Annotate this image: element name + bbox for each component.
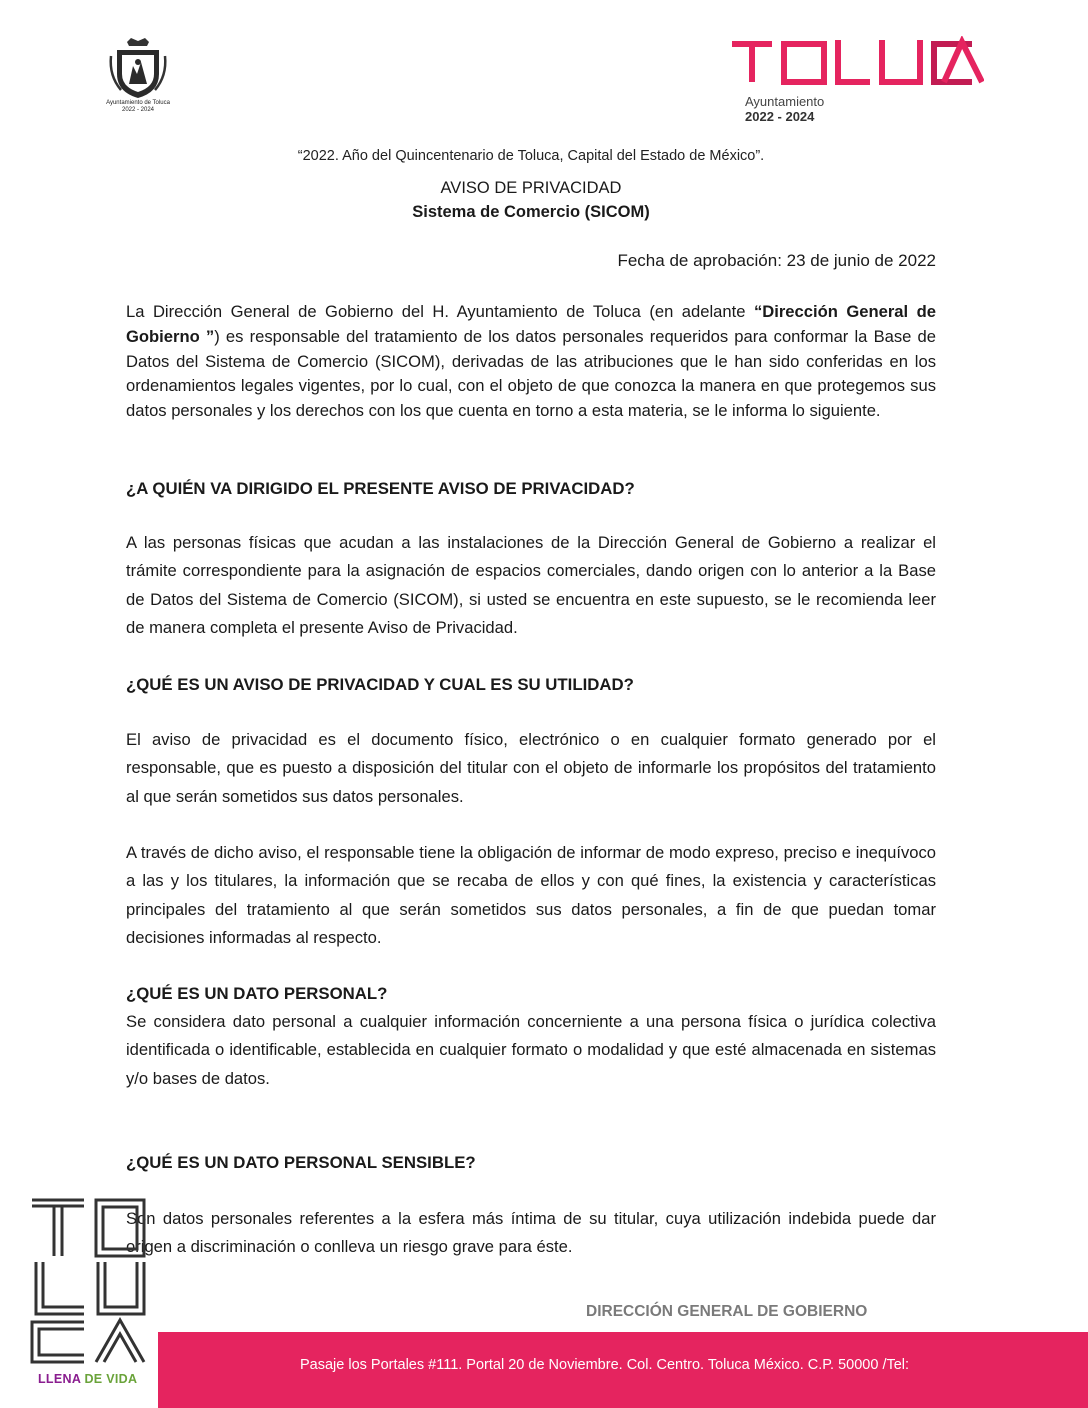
section-paragraph-privacy-notice-2: A través de dicho aviso, el responsable tiene la obligación de informar de modo expreso, preciso e inequívoco a las y los titulares, la información que se recaba de ellos y con qué fines, la existencia y características principales del tratamiento al que serán sometidos sus datos personales, a fin de que puedan tomar decisiones informadas al respecto. [126, 843, 936, 947]
toluca-vertical-logo-icon [28, 1194, 158, 1364]
section-heading-sensitive-data: ¿QUÉ ES UN DATO PERSONAL SENSIBLE? [126, 1153, 476, 1172]
toluca-logo [730, 36, 990, 128]
toluca-wordmark-logo [730, 36, 984, 86]
municipal-seal-icon [107, 36, 169, 100]
section-paragraph-sensitive-data: Son datos personales referentes a la esfera más íntima de su titular, cuya utilización indebida puede dar origen a discriminación o conlleva un riesgo grave para éste. [126, 1209, 936, 1257]
footer-department: DIRECCIÓN GENERAL DE GOBIERNO [586, 1303, 868, 1320]
section-paragraph-personal-data: Se considera dato personal a cualquier información concerniente a una persona física o jurídica colectiva identificada o identificable, establecida en cualquier formato o modalidad y que esté almacenada en sistemas y/o bases de datos. [126, 1012, 936, 1088]
section-paragraph-privacy-notice-1: El aviso de privacidad es el documento físico, electrónico o en cualquier formato generado por el responsable, que es puesto a disposición del titular con el objeto de informarle los propósitos del tratamiento al que serán sometidos sus datos personales. [126, 730, 936, 806]
toluca-vertical-logo [28, 1194, 158, 1364]
tagline-part-1: LLENA [38, 1372, 81, 1386]
tagline [38, 1372, 137, 1386]
footer-address: Pasaje los Portales #111. Portal 20 de Noviembre. Col. Centro. Toluca México. C.P. 50000 /Tel: [300, 1357, 910, 1373]
document-subtitle: Sistema de Comercio (SICOM) [412, 203, 650, 221]
intro-text-2: ) es responsable del tratamiento de los datos personales requeridos para conformar la Base de Datos del Sistema de Comercio (SICOM), derivadas de las atribuciones que le han sido conferidas en los ordenamientos legales vigentes, por lo cual, con el objeto de que conozca la manera en que protegemos sus datos personales y los derechos con los que cuenta en torno a esta materia, se le informa lo siguiente. [126, 326, 937, 421]
section-heading-privacy-notice: ¿QUÉ ES UN AVISO DE PRIVACIDAD Y CUAL ES SU UTILIDAD? [126, 675, 634, 694]
approval-date: Fecha de aprobación: 23 de junio de 2022 [617, 251, 936, 270]
slogan: “2022. Año del Quincentenario de Toluca, Capital del Estado de México”. [297, 148, 765, 164]
section-heading-audience: ¿A QUIÉN VA DIRIGIDO EL PRESENTE AVISO DE PRIVACIDAD? [126, 479, 635, 498]
logo-subtitle: Ayuntamiento [745, 94, 825, 109]
section-paragraph-audience: A las personas físicas que acudan a las instalaciones de la Dirección General de Gobierno a realizar el trámite correspondiente para la asignación de espacios comerciales, dando origen con lo anterior a la Base de Datos del Sistema de Comercio (SICOM), si usted se encuentra en este supuesto, se le recomienda leer de manera completa el presente Aviso de Privacidad. [126, 533, 936, 637]
section-heading-personal-data: ¿QUÉ ES UN DATO PERSONAL? [126, 984, 388, 1003]
seal-years: 2022 - 2024 [121, 107, 155, 113]
seal-caption: Ayuntamiento de Toluca [106, 100, 170, 106]
document-title: AVISO DE PRIVACIDAD [440, 179, 622, 197]
municipal-seal [96, 36, 180, 126]
intro-text-1: La Dirección General de Gobierno del H. Ayuntamiento de Toluca (en adelante [126, 302, 754, 321]
intro-bold-entity: “Dirección General de Gobierno ” [126, 302, 936, 346]
tagline-part-2: DE VIDA [84, 1372, 138, 1386]
logo-years: 2022 - 2024 [745, 109, 815, 124]
intro-paragraph [126, 300, 936, 424]
